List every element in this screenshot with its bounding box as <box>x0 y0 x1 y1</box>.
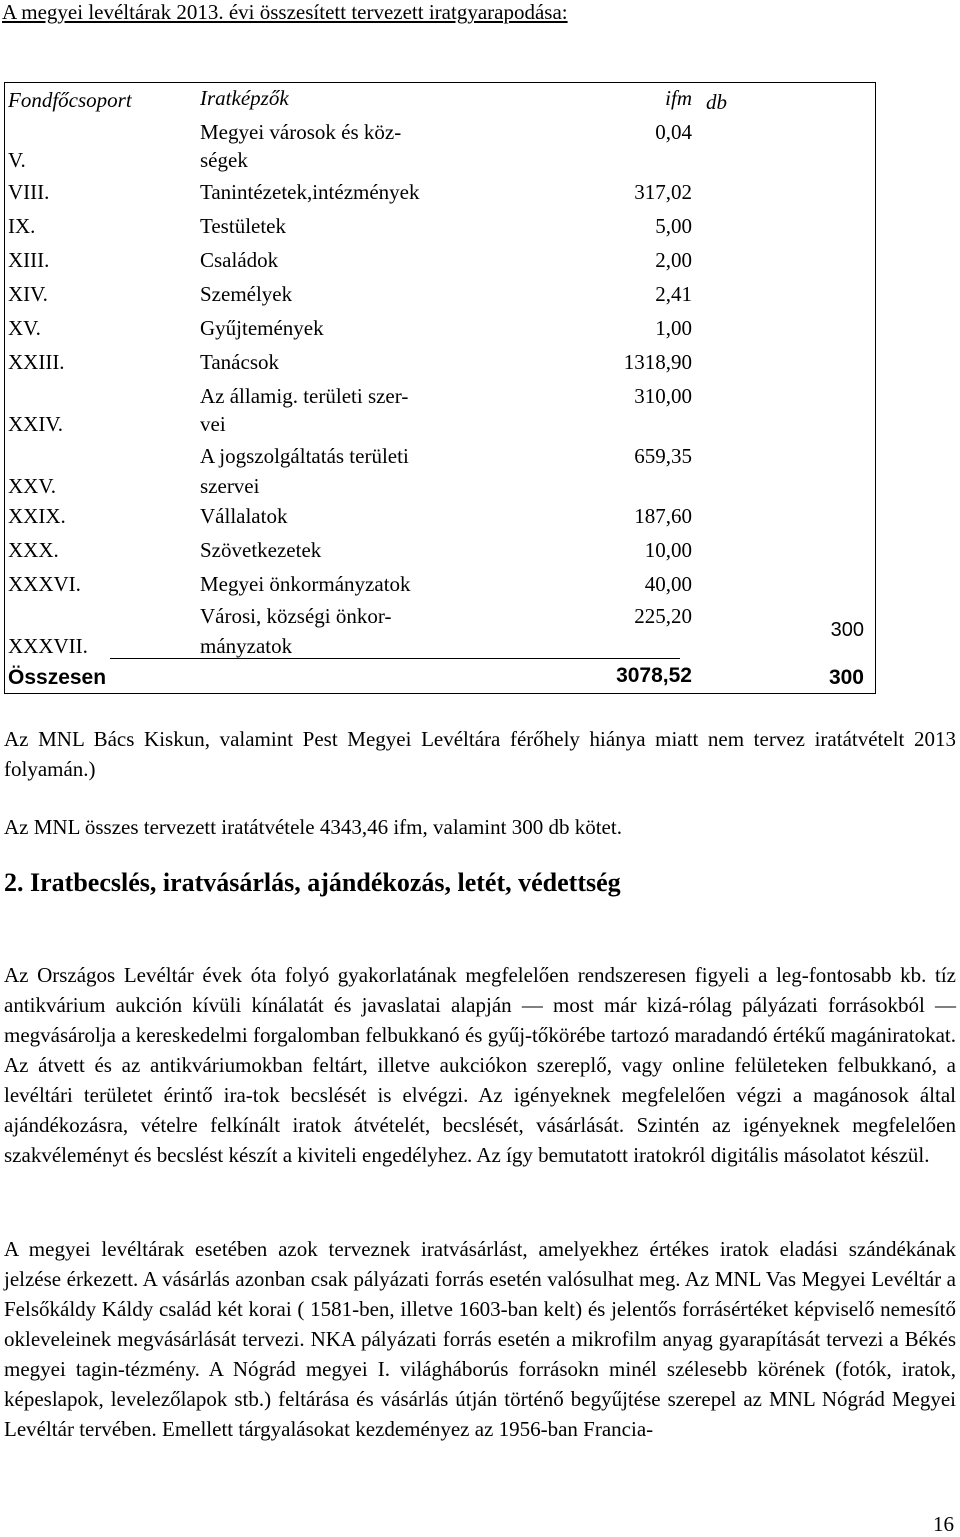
acquisition-table <box>4 82 876 694</box>
row-group: IX. <box>8 214 36 238</box>
row-group: VIII. <box>8 180 50 204</box>
row-ifm: 10,00 <box>644 538 692 562</box>
row-creator: Testületek <box>200 214 286 238</box>
row-group: XXXVII. <box>8 634 88 658</box>
total-label: Összesen <box>8 666 107 689</box>
row-creator: Az államig. területi szer- <box>200 384 409 408</box>
row-creator: Megyei önkormányzatok <box>200 572 411 596</box>
row-group: XXIX. <box>8 504 66 528</box>
paragraph-bacs-pest: Az MNL Bács Kiskun, valamint Pest Megyei Levéltára férőhely hiánya miatt nem tervez iratátvételt 2013 folyamán.) <box>4 727 956 781</box>
row-ifm: 2,41 <box>655 282 692 306</box>
page-title: A megyei levéltárak 2013. évi összesített tervezett iratgyarapodása: <box>2 0 568 24</box>
header-iratkepzok: Iratképzők <box>200 86 289 110</box>
row-creator: Megyei városok és köz- <box>200 120 402 144</box>
paragraph-national-archives: Az Országos Levéltár évek óta folyó gyakorlatának megfelelően rendszeresen figyeli a leg-fontosabb kb. tíz antikvárium aukción kívüli kínálatát és javaslatai alapján — most már kizá-rólag pályázati forrásokból — megvásárolja a kereskedelmi forgalomban felbukkanó és gyűj-tőkörébe tartozó maradandó értékű magániratokat. Az átvett és az antikváriumokban feltárt, illetve aukciókon szereplő, vagy online felületeken felbukkanó, a levéltári területet érintő ira-tok becslését is elvégzi. Az igényeknek megfelelően végzi a magánosok által ajándékozásra, vételre felkínált iratok átvételét, becslését, vásárlását. Szintén az igényeknek megfelelően szakvéleményt és becslést készít a kiviteli engedélyhez. Az így bemutatott iratokról digitális másolatot készül. <box>4 963 956 1167</box>
row-group: XXXVI. <box>8 572 81 596</box>
row-creator: A jogszolgáltatás területi <box>200 444 409 468</box>
row-ifm: 310,00 <box>634 384 692 408</box>
row-group: XIII. <box>8 248 50 272</box>
row-creator: Városi, községi önkor- <box>200 604 392 628</box>
table-border <box>4 82 876 694</box>
row-ifm: 187,60 <box>634 504 692 528</box>
row-ifm: 1,00 <box>655 316 692 340</box>
page-number: 16 <box>933 1512 954 1536</box>
row-group: V. <box>8 148 26 172</box>
paragraph-county-archives: A megyei levéltárak esetében azok terveznek iratvásárlást, amelyekhez értékes iratok eladási szándékának jelzése érkezett. A vásárlás azonban csak pályázati forrás esetén valósulhat meg. Az MNL Vas Megyei Levéltár a Felsőkáldy Káldy család két korai ( 1581-ben, illetve 1603-ban kelt) és jelentős forrásértéket képviselő nemesítő okleveleinek megvásárlását tervezi. NKA pályázati forrás esetén a mikrofilm anyag gyarapítását tervezi a Békés megyei tagin-tézmény. A Nógrád megyei I. világháborús forrásokn minél szélesebb körének (fotók, iratok, képeslapok, levelezőlapok stb.) feltárása és vásárlás útján történő begyűjtése szerepel az MNL Nógrád Megyei Levéltár tervében. Emellett tárgyalásokat kezdeményez az 1956-ban Francia- <box>4 1237 956 1441</box>
row-creator: Gyűjtemények <box>200 316 324 340</box>
row-group: XIV. <box>8 282 48 306</box>
row-creator: Vállalatok <box>200 504 288 528</box>
header-ifm: ifm <box>665 86 692 110</box>
row-group: XXV. <box>8 474 57 498</box>
row-group: XV. <box>8 316 41 340</box>
section-heading: 2. Iratbecslés, iratvásárlás, ajándékozás, letét, védettség <box>4 868 621 897</box>
total-separator <box>110 658 680 659</box>
header-fondfocsoport: Fondfőcsoport <box>8 88 132 112</box>
total-db: 300 <box>828 666 864 689</box>
row-creator-cont: vei <box>200 412 226 436</box>
row-creator-cont: ségek <box>200 148 248 172</box>
row-ifm: 0,04 <box>655 120 692 144</box>
row-ifm: 40,00 <box>644 572 692 596</box>
row-ifm: 225,20 <box>634 604 692 628</box>
paragraph-total-summary: Az MNL összes tervezett iratátvétele 4343,46 ifm, valamint 300 db kötet. <box>4 815 622 839</box>
row-ifm: 659,35 <box>634 444 692 468</box>
row-creator: Személyek <box>200 282 293 306</box>
row-creator-cont: szervei <box>200 474 260 498</box>
row-creator: Családok <box>200 248 279 272</box>
row-db: 300 <box>830 619 864 641</box>
row-creator-cont: mányzatok <box>200 634 293 658</box>
row-creator: Szövetkezetek <box>200 538 322 562</box>
row-group: XXIV. <box>8 412 64 436</box>
header-db: db <box>706 90 727 114</box>
row-creator: Tanácsok <box>200 350 279 374</box>
row-ifm: 1318,90 <box>623 350 692 374</box>
total-ifm: 3078,52 <box>616 664 692 687</box>
row-ifm: 5,00 <box>655 214 692 238</box>
row-group: XXX. <box>8 538 59 562</box>
row-ifm: 317,02 <box>634 180 692 204</box>
row-ifm: 2,00 <box>655 248 692 272</box>
row-creator: Tanintézetek,intézmények <box>200 180 420 204</box>
row-group: XXIII. <box>8 350 65 374</box>
